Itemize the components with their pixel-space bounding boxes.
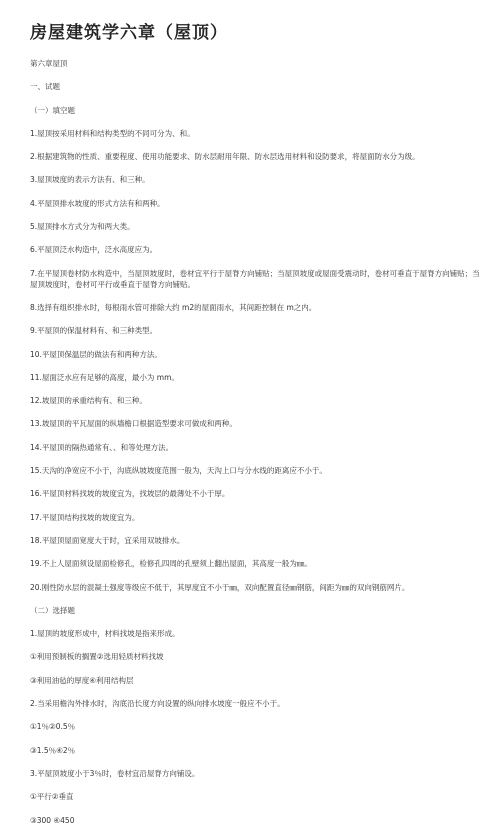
option-line: ①平行②垂直 [30,792,74,802]
section-heading: 一、试题 [30,82,60,92]
question-line: 1.屋顶按采用材料和结构类型的不同可分为、和。 [30,128,195,138]
question-line: 19.不上人屋面须设屋面检修孔，检修孔四周的孔壁须上翻出屋面，其高度一般为㎜。 [30,559,312,569]
question-line: 16.平屋顶材料找坡的坡度宜为，找坡层的最薄处不小于厚。 [30,489,230,499]
chapter-heading: 第六章屋顶 [30,59,68,68]
question-line: 15.天沟的净宽应不小于，沟底纵坡坡度范围一般为，天沟上口与分水线的距离应不小于。 [30,466,327,476]
question-line: 1.屋顶的坡度形成中，材料找坡是指来形成。 [30,629,180,639]
question-line: 2.当采用檐沟外排水时，沟底沿长度方向设置的纵向排水坡度一般应不小于。 [30,699,285,709]
question-line: 8.选择有组织排水时，每根雨水管可排除大约 m2的屋面雨水，其间距控制在 m之内。 [30,302,317,312]
option-line: ③300 ④450 [30,815,75,825]
question-line: 3.平屋顶坡度小于3％时，卷材宜沿屋脊方向铺设。 [30,768,200,778]
question-line: 7.在平屋顶卷材防水构造中，当屋顶坡度时，卷材宜平行于屋脊方向铺贴；当屋顶坡度或屋面受震动时，卷材可垂直于屋脊方向铺贴；当屋顶坡度时，卷材可平行或垂直于屋脊方向铺贴。 [30,268,480,289]
option-line: ①利用预制板的搁置②选用轻质材料找坡 [30,652,164,662]
question-line: 13.坡屋顶的平瓦屋面的纵墙檐口根据造型要求可做成和两种。 [30,419,237,429]
option-line: ③利用油毡的厚度④利用结构层 [30,675,134,685]
question-line: 3.屋顶坡度的表示方法有、和三种。 [30,175,150,185]
question-line: 11.屋面泛水应有足够的高度，最小为 mm。 [30,372,179,382]
question-line: 2.根据建筑物的性质、重要程度、使用功能要求、防水层耐用年限、防水层选用材料和设防要求，将屋面防水分为级。 [30,152,420,162]
question-line: 14.平屋顶的隔热通常有、、和等处理方法。 [30,442,174,452]
question-line: 9.平屋顶的保温材料有、和三种类型。 [30,326,158,336]
question-line: 10.平屋顶保温层的做法有和两种方法。 [30,349,162,359]
subsection-heading: （一）填空题 [30,105,75,115]
question-line: 5.屋顶排水方式分为和两大类。 [30,222,135,232]
question-line: 20.刚性防水层的混凝土强度等级应不低于，其厚度宜不小于㎜，双向配置直径㎜钢筋，间距为㎜的双向钢筋网片。 [30,582,410,592]
option-line: ①1％②0.5％ [30,722,76,732]
question-line: 4.平屋顶排水坡度的形式方法有和两种。 [30,198,165,208]
subsection-heading: （二）选择题 [30,605,75,615]
question-line: 12.坡屋顶的承重结构有、和三种。 [30,396,147,406]
question-line: 18.平屋顶屋面宽度大于时，宜采用双坡排水。 [30,535,185,545]
question-line: 6.平屋顶泛水构造中，泛水高度应为。 [30,245,158,255]
question-line: 17.平屋顶结构找坡的坡度宜为。 [30,512,140,522]
option-line: ③1.5％④2％ [30,745,76,755]
page-title: 房屋建筑学六章（屋顶） [30,23,228,43]
